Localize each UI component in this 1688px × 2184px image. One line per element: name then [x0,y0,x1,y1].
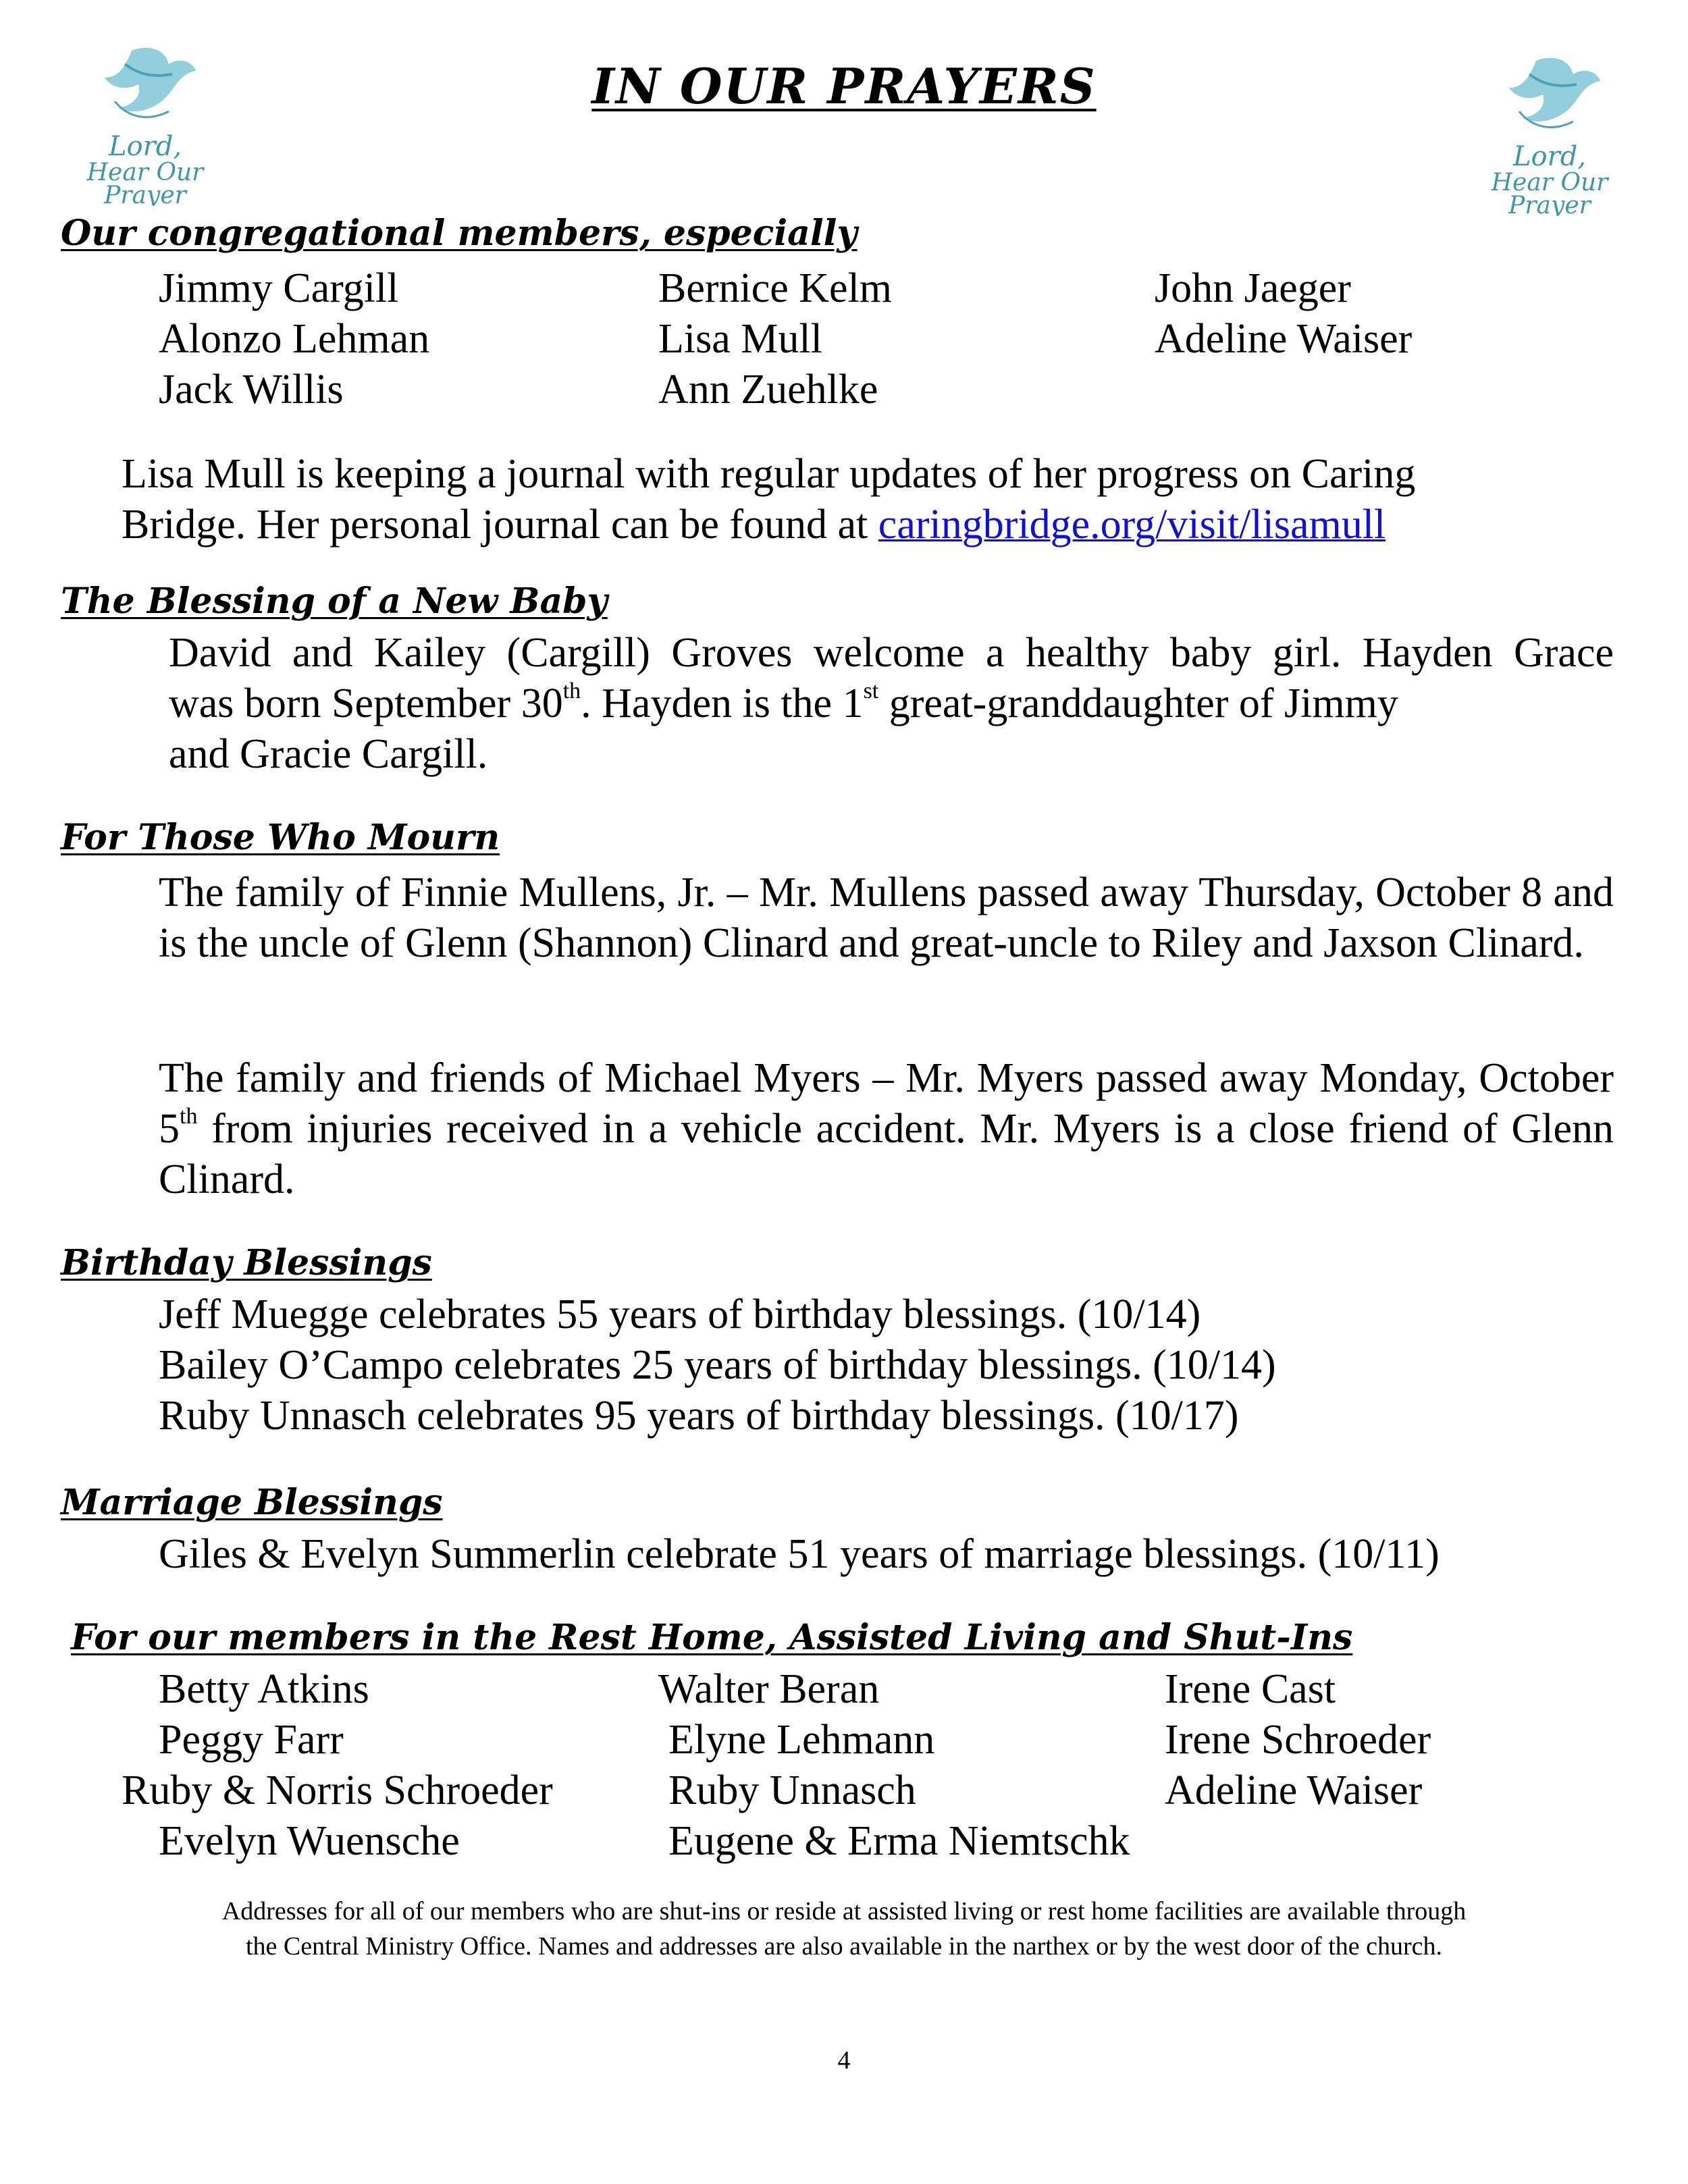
logo-text-line1: Lord, [1512,141,1587,172]
addresses-note [68,1894,1620,1964]
baby-announcement-line: David and Kailey (Cargill) Groves welcome a healthy baby girl. Hayden Grace [169,630,1614,676]
mourn-paragraph: The family of Finnie Mullens, Jr. – Mr. Mullens passed away Thursday, October 8 and is the uncle of Glenn (Shannon) Clinard and great-uncle to Riley and Jaxson Clinard. [159,870,1614,966]
shutin-name: Peggy Farr [159,1717,344,1763]
mourn-text: The family and friends of Michael Myers – Mr. Myers passed away Monday, October 5 [159,1055,1614,1152]
page-title: IN OUR PRAYERS [591,57,1097,115]
section-heading-shutins: For our members in the Rest Home, Assisted Living and Shut-Ins [71,1617,1353,1658]
shutin-name: Ruby & Norris Schroeder [122,1767,553,1813]
marriage-line: Giles & Evelyn Summerlin celebrate 51 years of marriage blessings. (10/11) [159,1531,1440,1577]
shutin-name: Ruby Unnasch [668,1767,916,1813]
member-name: Jack Willis [159,367,344,412]
shutin-name: Betty Atkins [159,1666,369,1712]
member-name: Adeline Waiser [1155,316,1413,362]
logo-text-line3: Prayer [1508,192,1591,216]
shutin-name: Irene Cast [1165,1666,1336,1712]
shutin-name: Eugene & Erma Niemtschk [668,1818,1130,1864]
member-name: John Jaeger [1155,265,1351,311]
ordinal-suffix: th [180,1104,198,1129]
addresses-note-line: Addresses for all of our members who are shut-ins or reside at assisted living or rest home facilities are available through [221,1897,1467,1925]
baby-announcement-line [169,678,1398,729]
section-heading-birthday: Birthday Blessings [61,1242,432,1283]
shutin-name: Adeline Waiser [1165,1767,1423,1813]
logo-text-line1: Lord, [108,131,182,162]
addresses-note-line: the Central Ministry Office. Names and addresses are also available in the narthex or by the west door of the church. [245,1932,1443,1961]
baby-text: was born September 30 [169,681,563,726]
section-heading-congregational: Our congregational members, especially [61,213,858,254]
shutin-name: Walter Beran [658,1666,880,1712]
mourn-paragraph [159,1053,1614,1205]
journal-text: Lisa Mull is keeping a journal with regular updates of her progress on Caring [122,451,1416,497]
shutin-name: Irene Schroeder [1165,1717,1431,1763]
member-name: Lisa Mull [658,316,822,362]
page-number: 4 [837,2046,851,2075]
baby-text: . Hayden is the 1 [581,681,864,726]
birthday-line: Bailey O’Campo celebrates 25 years of birthday blessings. (10/14) [159,1342,1276,1388]
birthday-line: Jeff Muegge celebrates 55 years of birthday blessings. (10/14) [159,1291,1201,1337]
baby-text: great-granddaughter of Jimmy [878,681,1398,726]
baby-announcement-line: and Gracie Cargill. [169,731,488,777]
ordinal-suffix: st [863,678,879,704]
logo-text-line3: Prayer [104,182,186,206]
journal-text [122,500,1386,550]
mourn-text: from injuries received in a vehicle accident. Mr. Myers is a close friend of Glenn Clinard. [159,1106,1614,1202]
member-name: Ann Zuehlke [658,367,878,412]
member-name: Alonzo Lehman [159,316,430,362]
ordinal-suffix: th [562,678,581,704]
logo-text-line2: Hear Our [1491,169,1608,196]
section-heading-mourn: For Those Who Mourn [61,817,500,858]
shutin-name: Elyne Lehmann [668,1717,935,1763]
member-name: Jimmy Cargill [159,265,399,311]
logo-text-line2: Hear Our [86,159,204,186]
section-heading-marriage: Marriage Blessings [61,1482,443,1523]
section-heading-baby: The Blessing of a New Baby [61,581,608,622]
caringbridge-link[interactable]: caringbridge.org/visit/lisamull [878,502,1386,548]
shutin-name: Evelyn Wuensche [159,1818,460,1864]
member-name: Bernice Kelm [658,265,893,311]
birthday-line: Ruby Unnasch celebrates 95 years of birthday blessings. (10/17) [159,1393,1239,1439]
journal-text-part: Bridge. Her personal journal can be found at [122,502,878,548]
